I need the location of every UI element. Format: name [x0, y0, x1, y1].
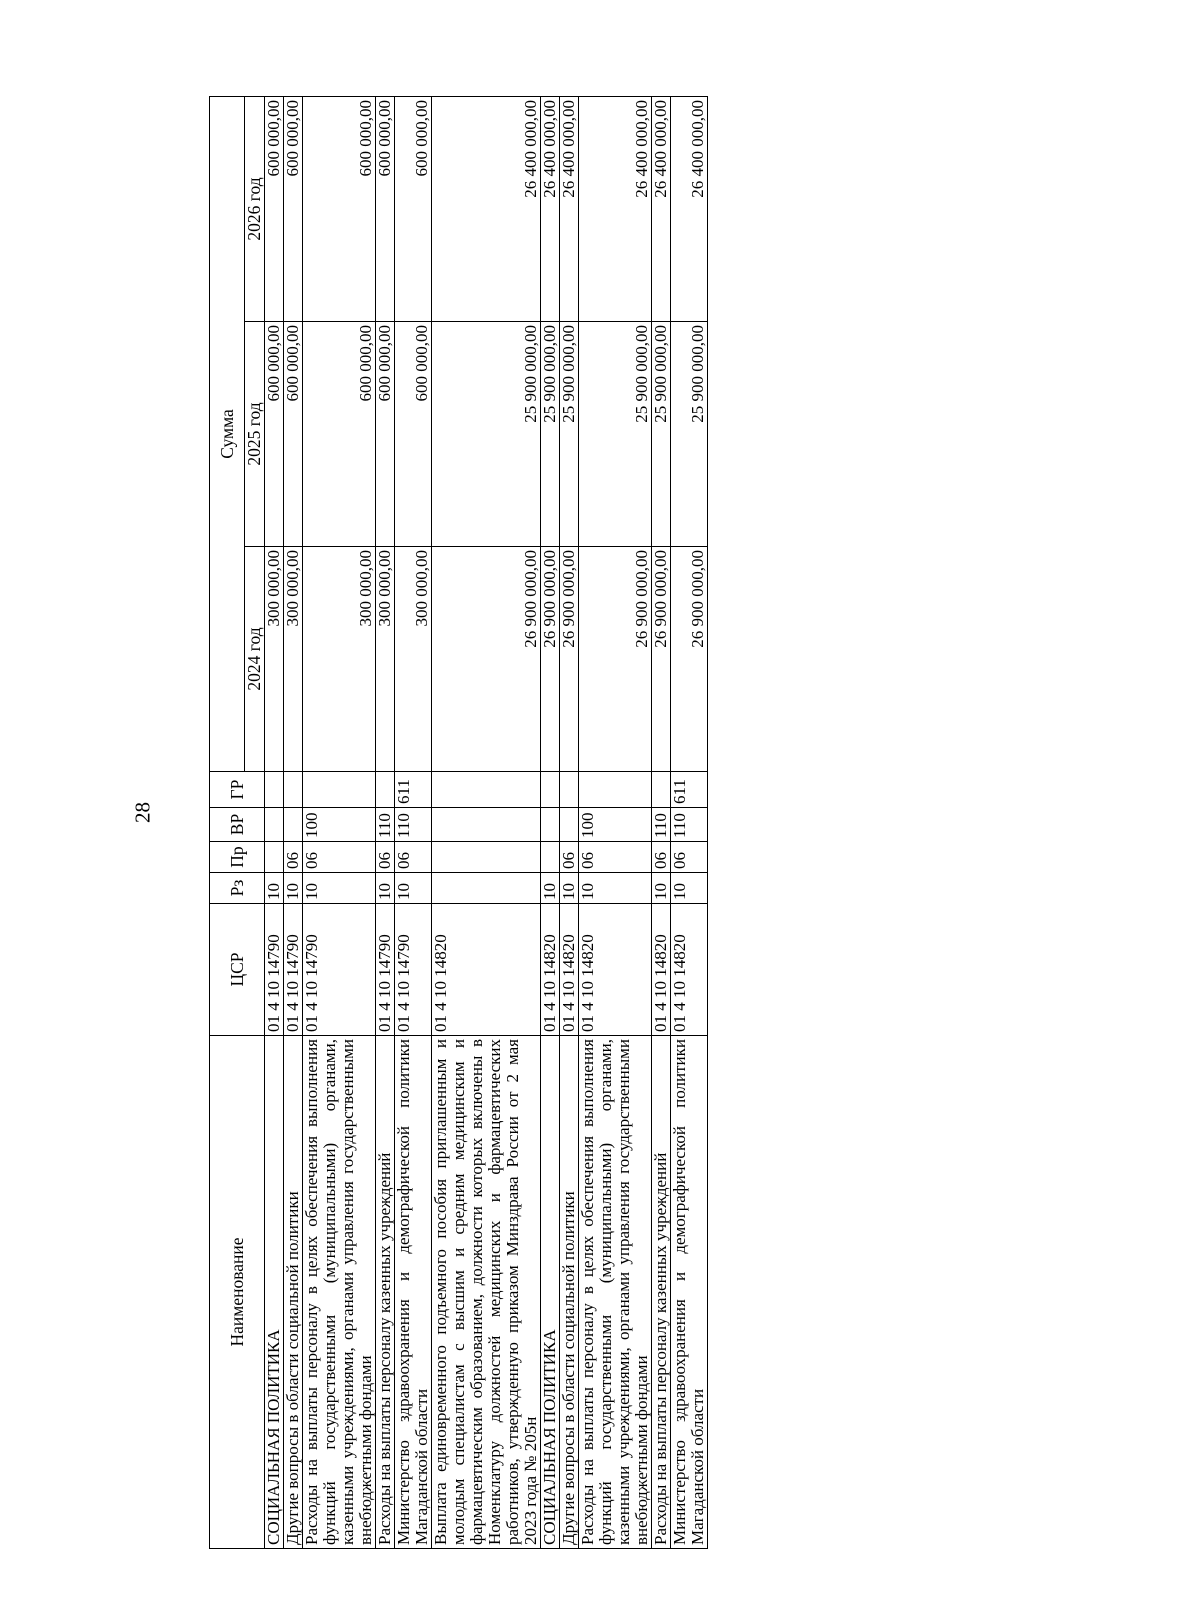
cell-vr: 110 [651, 808, 670, 842]
cell-vr: 100 [578, 808, 651, 842]
cell-amount-2025: 600 000,00 [302, 322, 375, 547]
cell-pr: 06 [394, 842, 431, 873]
cell-rz: 10 [651, 873, 670, 904]
header-year-2025: 2025 год [245, 322, 265, 547]
cell-pr: 06 [651, 842, 670, 873]
cell-name: СОЦИАЛЬНАЯ ПОЛИТИКА [540, 1036, 559, 1549]
header-vr: ВР [210, 808, 265, 842]
cell-csr: 01 4 10 14790 [283, 904, 302, 1036]
cell-rz: 10 [394, 873, 431, 904]
cell-pr: 06 [559, 842, 578, 873]
cell-amount-2026: 600 000,00 [302, 96, 375, 321]
cell-gr [283, 772, 302, 808]
table-body [264, 96, 707, 1548]
cell-csr: 01 4 10 14790 [264, 904, 283, 1036]
cell-amount-2024: 26 900 000,00 [431, 547, 540, 772]
cell-amount-2025: 25 900 000,00 [431, 322, 540, 547]
cell-gr [375, 772, 394, 808]
cell-rz: 10 [264, 873, 283, 904]
header-rz: Рз [210, 873, 265, 904]
cell-csr: 01 4 10 14820 [578, 904, 651, 1036]
cell-name: Министерство здравоохранения и демографической политики Магаданской области [394, 1036, 431, 1549]
cell-pr: 06 [375, 842, 394, 873]
cell-amount-2026: 26 400 000,00 [651, 96, 670, 321]
cell-pr: 06 [578, 842, 651, 873]
cell-rz: 10 [375, 873, 394, 904]
cell-pr [264, 842, 283, 873]
header-pr: Пр [210, 842, 265, 873]
cell-name: Другие вопросы в области социальной политики [559, 1036, 578, 1549]
cell-amount-2026: 600 000,00 [375, 96, 394, 321]
cell-amount-2026: 26 400 000,00 [559, 96, 578, 321]
cell-amount-2025: 25 900 000,00 [578, 322, 651, 547]
cell-name: Расходы на выплаты персоналу казенных учреждений [375, 1036, 394, 1549]
cell-amount-2025: 25 900 000,00 [559, 322, 578, 547]
cell-amount-2025: 25 900 000,00 [540, 322, 559, 547]
cell-vr: 110 [394, 808, 431, 842]
cell-amount-2024: 300 000,00 [283, 547, 302, 772]
cell-name: СОЦИАЛЬНАЯ ПОЛИТИКА [264, 1036, 283, 1549]
cell-gr [431, 772, 540, 808]
cell-gr [651, 772, 670, 808]
cell-vr [559, 808, 578, 842]
cell-csr: 01 4 10 14820 [651, 904, 670, 1036]
table-row [375, 96, 394, 1548]
cell-amount-2024: 300 000,00 [394, 547, 431, 772]
cell-rz: 10 [578, 873, 651, 904]
cell-csr: 01 4 10 14820 [431, 904, 540, 1036]
table-header [210, 96, 265, 1548]
table-row [559, 96, 578, 1548]
header-sum: Сумма [210, 96, 245, 771]
table-row [394, 96, 431, 1548]
cell-vr [264, 808, 283, 842]
cell-amount-2024: 300 000,00 [375, 547, 394, 772]
cell-pr: 06 [670, 842, 707, 873]
cell-amount-2026: 26 400 000,00 [578, 96, 651, 321]
cell-csr: 01 4 10 14820 [559, 904, 578, 1036]
cell-gr: 611 [670, 772, 707, 808]
cell-amount-2025: 25 900 000,00 [651, 322, 670, 547]
cell-gr: 611 [394, 772, 431, 808]
cell-pr: 06 [283, 842, 302, 873]
cell-vr [431, 808, 540, 842]
budget-table [209, 96, 708, 1549]
cell-name: Расходы на выплаты персоналу в целях обеспечения выполнения функций государственными (муниципальными) органами, казенными учреждениями, органами управления государственными внебюджетными фондами [578, 1036, 651, 1549]
cell-gr [264, 772, 283, 808]
cell-name: Расходы на выплаты персоналу в целях обеспечения выполнения функций государственными (муниципальными) органами, казенными учреждениями, органами управления государственными внебюджетными фондами [302, 1036, 375, 1549]
header-csr: ЦСР [210, 904, 265, 1036]
cell-gr [302, 772, 375, 808]
header-year-2024: 2024 год [245, 547, 265, 772]
cell-vr [540, 808, 559, 842]
cell-pr: 06 [302, 842, 375, 873]
table-row [540, 96, 559, 1548]
cell-csr: 01 4 10 14790 [302, 904, 375, 1036]
cell-amount-2024: 26 900 000,00 [670, 547, 707, 772]
cell-gr [540, 772, 559, 808]
cell-amount-2025: 600 000,00 [264, 322, 283, 547]
header-name: Наименование [210, 1036, 265, 1549]
table-row [431, 96, 540, 1548]
budget-table-rotator [209, 97, 979, 1549]
cell-rz: 10 [302, 873, 375, 904]
table-row [264, 96, 283, 1548]
cell-rz: 10 [283, 873, 302, 904]
table-row [670, 96, 707, 1548]
cell-amount-2026: 600 000,00 [283, 96, 302, 321]
cell-gr [578, 772, 651, 808]
cell-amount-2025: 600 000,00 [394, 322, 431, 547]
cell-amount-2026: 26 400 000,00 [670, 96, 707, 321]
cell-amount-2026: 600 000,00 [394, 96, 431, 321]
cell-rz: 10 [559, 873, 578, 904]
cell-name: Расходы на выплаты персоналу казенных учреждений [651, 1036, 670, 1549]
cell-amount-2026: 600 000,00 [264, 96, 283, 321]
cell-gr [559, 772, 578, 808]
budget-table-frame [209, 97, 979, 1549]
header-gr: ГР [210, 772, 265, 808]
cell-name: Выплата единовременного подъемного пособия приглашенным и молодым специалистам с высшим и средним медицинским и фармацевтическим образованием, должности которых включены в Номенклатуру должностей медицинских и фармацевтических работников, утвержденную приказом Минздрава России от 2 мая 2023 года № 205н [431, 1036, 540, 1549]
cell-rz: 10 [540, 873, 559, 904]
cell-csr: 01 4 10 14820 [540, 904, 559, 1036]
cell-amount-2025: 600 000,00 [375, 322, 394, 547]
cell-amount-2024: 26 900 000,00 [559, 547, 578, 772]
table-row [651, 96, 670, 1548]
cell-csr: 01 4 10 14790 [394, 904, 431, 1036]
cell-vr: 100 [302, 808, 375, 842]
cell-vr: 110 [375, 808, 394, 842]
cell-amount-2024: 300 000,00 [264, 547, 283, 772]
header-year-2026: 2026 год [245, 96, 265, 321]
cell-csr: 01 4 10 14790 [375, 904, 394, 1036]
cell-amount-2024: 26 900 000,00 [540, 547, 559, 772]
cell-amount-2026: 26 400 000,00 [431, 96, 540, 321]
cell-pr [431, 842, 540, 873]
cell-amount-2025: 25 900 000,00 [670, 322, 707, 547]
cell-name: Другие вопросы в области социальной политики [283, 1036, 302, 1549]
cell-name: Министерство здравоохранения и демографической политики Магаданской области [670, 1036, 707, 1549]
cell-amount-2025: 600 000,00 [283, 322, 302, 547]
cell-amount-2024: 26 900 000,00 [651, 547, 670, 772]
cell-amount-2024: 300 000,00 [302, 547, 375, 772]
table-row [302, 96, 375, 1548]
cell-rz: 10 [670, 873, 707, 904]
cell-pr [540, 842, 559, 873]
table-row [283, 96, 302, 1548]
cell-rz [431, 873, 540, 904]
page-number: 28 [130, 802, 155, 823]
cell-vr [283, 808, 302, 842]
cell-amount-2026: 26 400 000,00 [540, 96, 559, 321]
table-row [578, 96, 651, 1548]
cell-vr: 110 [670, 808, 707, 842]
cell-amount-2024: 26 900 000,00 [578, 547, 651, 772]
cell-csr: 01 4 10 14820 [670, 904, 707, 1036]
